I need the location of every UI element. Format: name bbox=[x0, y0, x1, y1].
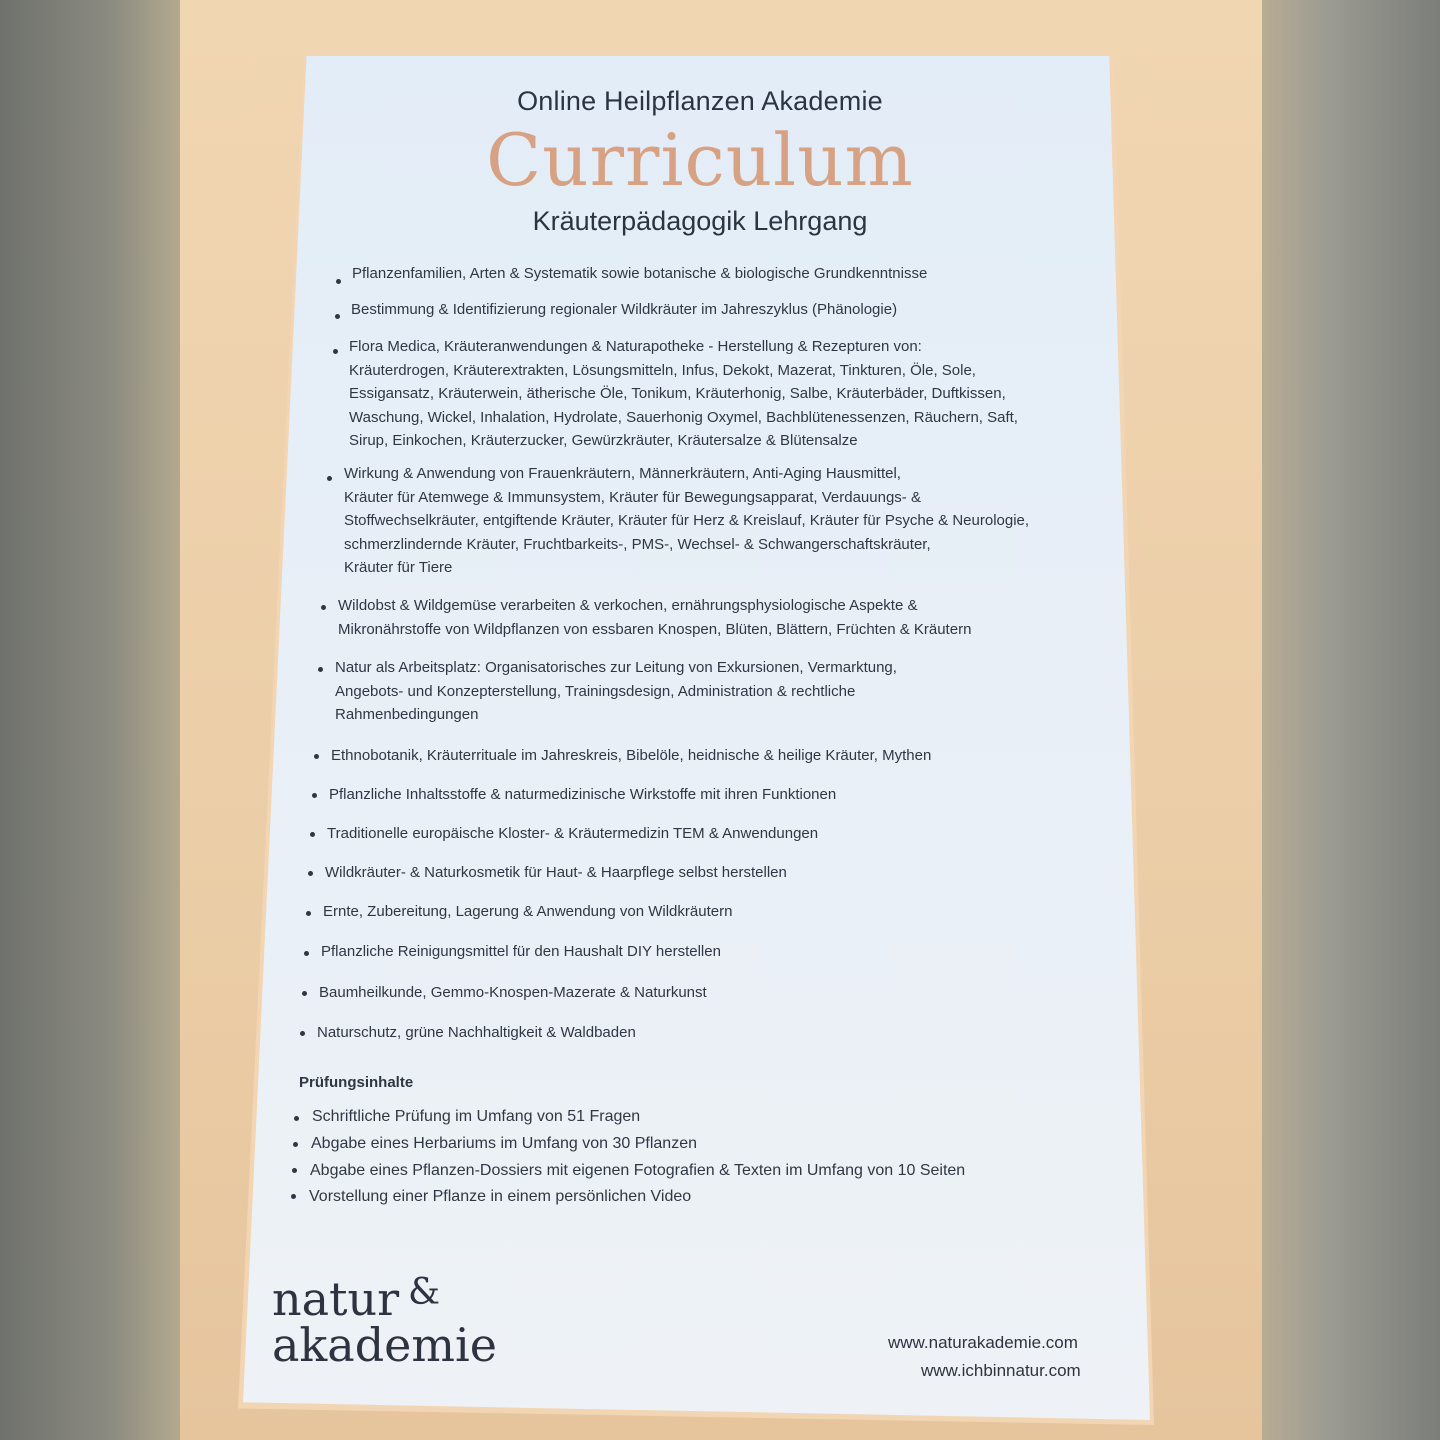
topic-item bbox=[335, 656, 897, 727]
topic-line: Angebots- und Konzepterstellung, Trainingsdesign, Administration & rechtliche bbox=[335, 682, 856, 700]
exam-heading: Prüfungsinhalte bbox=[299, 1074, 414, 1091]
topic-line: Waschung, Wickel, Inhalation, Hydrolate, Sauerhonig Oxymel, Bachblütenessenzen, Räuchern, Saft, bbox=[349, 408, 1018, 426]
bullet-icon bbox=[318, 667, 323, 672]
topic-item bbox=[338, 594, 971, 641]
topic-line: Ethnobotanik, Kräuterrituale im Jahreskreis, Bibelöle, heidnische & heilige Kräuter, Mythen bbox=[331, 747, 932, 764]
topic-item bbox=[352, 262, 927, 286]
topic-line: Baumheilkunde, Gemmo-Knospen-Mazerate & Naturkunst bbox=[319, 984, 707, 1001]
topic-line: Kräuterdrogen, Kräuterextrakten, Lösungsmitteln, Infus, Dekokt, Mazerat, Tinkturen, Öle, Sole, bbox=[349, 361, 976, 379]
topic-item bbox=[344, 462, 1029, 580]
topic-line: Wirkung & Anwendung von Frauenkräutern, Männerkräutern, Anti-Aging Hausmittel, bbox=[344, 465, 901, 482]
background-left bbox=[0, 0, 180, 1440]
topic-item bbox=[331, 744, 931, 768]
bullet-icon bbox=[312, 793, 317, 798]
topic-item bbox=[329, 783, 836, 807]
topic-item bbox=[325, 861, 787, 885]
background-right bbox=[1260, 0, 1440, 1440]
topic-line: Flora Medica, Kräuteranwendungen & Naturapotheke - Herstellung & Rezepturen von: bbox=[349, 338, 922, 355]
bullet-icon bbox=[292, 1168, 297, 1173]
logo-line-natur: natur bbox=[272, 1272, 400, 1326]
topic-line: Natur als Arbeitsplatz: Organisatorisches zur Leitung von Exkursionen, Vermarktung, bbox=[335, 659, 897, 676]
bullet-icon bbox=[333, 349, 338, 354]
course-name: Kräuterpädagogik Lehrgang bbox=[532, 206, 868, 236]
topic-line: Pflanzliche Reinigungsmittel für den Haushalt DIY herstellen bbox=[321, 943, 721, 960]
topic-line: Wildobst & Wildgemüse verarbeiten & verkochen, ernährungsphysiologische Aspekte & bbox=[338, 597, 918, 614]
topic-line: Wildkräuter- & Naturkosmetik für Haut- & Haarpflege selbst herstellen bbox=[325, 864, 787, 881]
topic-line: Sirup, Einkochen, Kräuterzucker, Gewürzkräuter, Kräutersalze & Blütensalze bbox=[349, 432, 858, 449]
topic-item bbox=[321, 940, 721, 964]
topic-line: Traditionelle europäische Kloster- & Kräutermedizin TEM & Anwendungen bbox=[327, 825, 819, 842]
bullet-icon bbox=[304, 951, 309, 956]
bullet-icon bbox=[306, 911, 311, 916]
topic-item bbox=[327, 822, 818, 846]
website-link[interactable]: www.ichbinnatur.com bbox=[921, 1361, 1081, 1380]
topic-line: Pflanzenfamilien, Arten & Systematik sowie botanische & biologische Grundkenntnisse bbox=[352, 265, 928, 282]
topic-item bbox=[319, 981, 707, 1005]
bullet-icon bbox=[321, 605, 326, 610]
bullet-icon bbox=[336, 279, 341, 284]
topic-item bbox=[317, 1021, 636, 1045]
exam-item: Abgabe eines Herbariums im Umfang von 30 Pflanzen bbox=[311, 1135, 697, 1152]
topic-item bbox=[323, 900, 732, 924]
exam-item: Schriftliche Prüfung im Umfang von 51 Fragen bbox=[312, 1108, 641, 1125]
topic-line: Rahmenbedingungen bbox=[335, 706, 479, 723]
logo-ampersand: & bbox=[408, 1272, 441, 1313]
exam-item: Vorstellung einer Pflanze in einem persönlichen Video bbox=[309, 1188, 692, 1205]
topic-item bbox=[349, 335, 1018, 453]
bullet-icon bbox=[335, 314, 340, 319]
topic-line: Kräuter für Tiere bbox=[344, 559, 453, 576]
bullet-icon bbox=[308, 871, 313, 876]
topic-line: Stoffwechselkräuter, entgiftende Kräuter, Kräuter für Herz & Kreislauf, Kräuter für Psyche & Neurologie, bbox=[344, 512, 1030, 529]
curriculum-card bbox=[243, 56, 1150, 1420]
bullet-icon bbox=[310, 832, 315, 837]
bullet-icon bbox=[293, 1142, 298, 1147]
topic-line: schmerzlindernde Kräuter, Fruchtbarkeits-, PMS-, Wechsel- & Schwangerschaftskräuter, bbox=[344, 535, 931, 553]
natur-akademie-logo bbox=[272, 1272, 497, 1372]
topic-line: Kräuter für Atemwege & Immunsystem, Kräuter für Bewegungsapparat, Verdauungs- & bbox=[344, 488, 921, 506]
topic-line: Naturschutz, grüne Nachhaltigkeit & Waldbaden bbox=[317, 1024, 636, 1041]
bullet-icon bbox=[300, 1031, 305, 1036]
bullet-icon bbox=[327, 476, 332, 481]
bullet-icon bbox=[291, 1194, 296, 1199]
topic-line: Bestimmung & Identifizierung regionaler Wildkräuter im Jahreszyklus (Phänologie) bbox=[351, 301, 898, 318]
topic-line: Mikronährstoffe von Wildpflanzen von essbaren Knospen, Blüten, Blättern, Früchten & Kräutern bbox=[338, 620, 972, 638]
bullet-icon bbox=[302, 991, 307, 996]
topic-line: Ernte, Zubereitung, Lagerung & Anwendung von Wildkräutern bbox=[323, 903, 733, 920]
page-title: Curriculum bbox=[486, 118, 914, 202]
bullet-icon bbox=[314, 754, 319, 759]
bullet-icon bbox=[294, 1116, 299, 1121]
topic-item bbox=[351, 298, 897, 322]
topic-line: Pflanzliche Inhaltsstoffe & naturmedizinische Wirkstoffe mit ihren Funktionen bbox=[329, 786, 837, 803]
academy-name: Online Heilpflanzen Akademie bbox=[517, 86, 883, 116]
exam-item: Abgabe eines Pflanzen-Dossiers mit eigenen Fotografien & Texten im Umfang von 10 Seiten bbox=[310, 1162, 966, 1179]
logo-line-akademie: akademie bbox=[272, 1318, 497, 1372]
website-link[interactable]: www.naturakademie.com bbox=[888, 1333, 1078, 1352]
topic-line: Essigansatz, Kräuterwein, ätherische Öle, Tonikum, Kräuterhonig, Salbe, Kräuterbäder, Duftkissen, bbox=[349, 385, 1006, 402]
